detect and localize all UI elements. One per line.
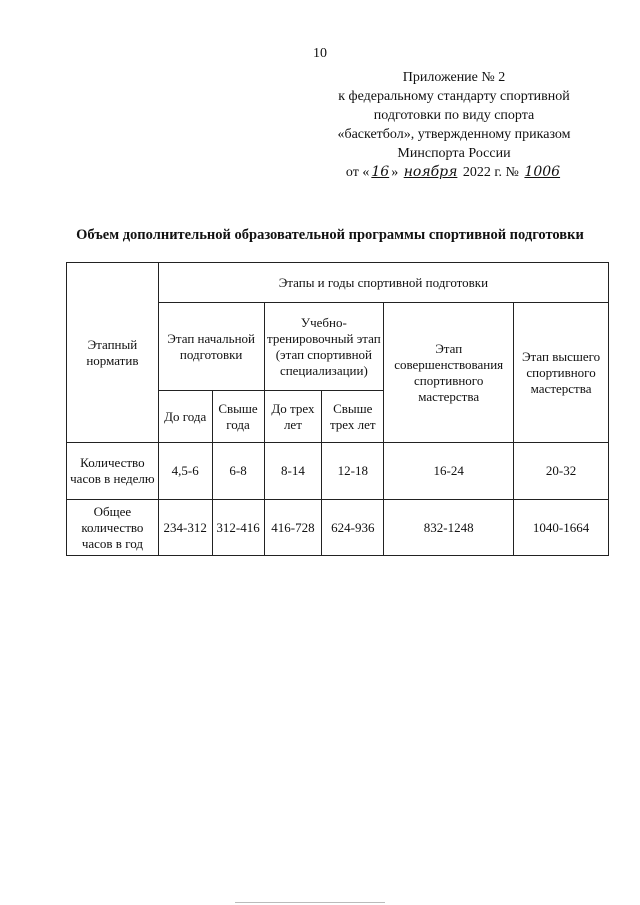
appendix-line: «баскетбол», утвержденному приказом [337, 127, 571, 142]
value-cell: 4,5-6 [158, 443, 212, 500]
value-cell: 12-18 [322, 443, 384, 500]
value-cell: 1040-1664 [514, 500, 609, 556]
appendix-line: к федеральному стандарту спортивной [338, 89, 570, 104]
sub-header-cell: До года [158, 391, 212, 443]
order-date-line [304, 163, 604, 182]
value-cell: 832-1248 [384, 500, 514, 556]
appendix-block [304, 68, 604, 182]
handwritten-order-number: 1006 [524, 164, 561, 180]
stage-header-cell: Этап совершенствования спортивного мастерства [384, 303, 514, 443]
stage-header-cell: Этап начальной подготовки [158, 303, 264, 391]
date-prefix: от « [345, 165, 370, 180]
appendix-line: Минспорта России [397, 146, 511, 161]
value-cell: 234-312 [158, 500, 212, 556]
value-cell: 6-8 [212, 443, 264, 500]
stage-header-cell: Учебно-тренировочный этап (этап спортивной специализации) [264, 303, 384, 391]
value-cell: 16-24 [384, 443, 514, 500]
value-cell: 8-14 [264, 443, 322, 500]
sub-header-cell: Свыше трех лет [322, 391, 384, 443]
document-title: Объем дополнительной образовательной программы спортивной подготовки [76, 227, 584, 243]
table-row [67, 443, 609, 500]
scan-edge-line [235, 902, 385, 903]
sub-header-cell: Свыше года [212, 391, 264, 443]
appendix-line: Приложение № 2 [402, 70, 506, 85]
program-volume-table [66, 262, 609, 556]
handwritten-month: ноября [403, 164, 458, 180]
corner-header-cell: Этапный норматив [67, 263, 159, 443]
row-label-cell: Общее количество часов в год [67, 500, 159, 556]
table-header-row [67, 263, 609, 303]
appendix-line: подготовки по виду спорта [373, 108, 535, 123]
group-header-cell: Этапы и годы спортивной подготовки [158, 263, 608, 303]
handwritten-day: 16 [371, 164, 390, 180]
value-cell: 416-728 [264, 500, 322, 556]
sub-header-cell: До трех лет [264, 391, 322, 443]
table-row [67, 500, 609, 556]
stage-header-cell: Этап высшего спортивного мастерства [514, 303, 609, 443]
value-cell: 20-32 [514, 443, 609, 500]
value-cell: 624-936 [322, 500, 384, 556]
row-label-cell: Количество часов в неделю [67, 443, 159, 500]
value-cell: 312-416 [212, 500, 264, 556]
page-number: 10 [313, 46, 327, 61]
date-close: » [391, 165, 399, 180]
year-text: 2022 г. № [462, 165, 519, 180]
